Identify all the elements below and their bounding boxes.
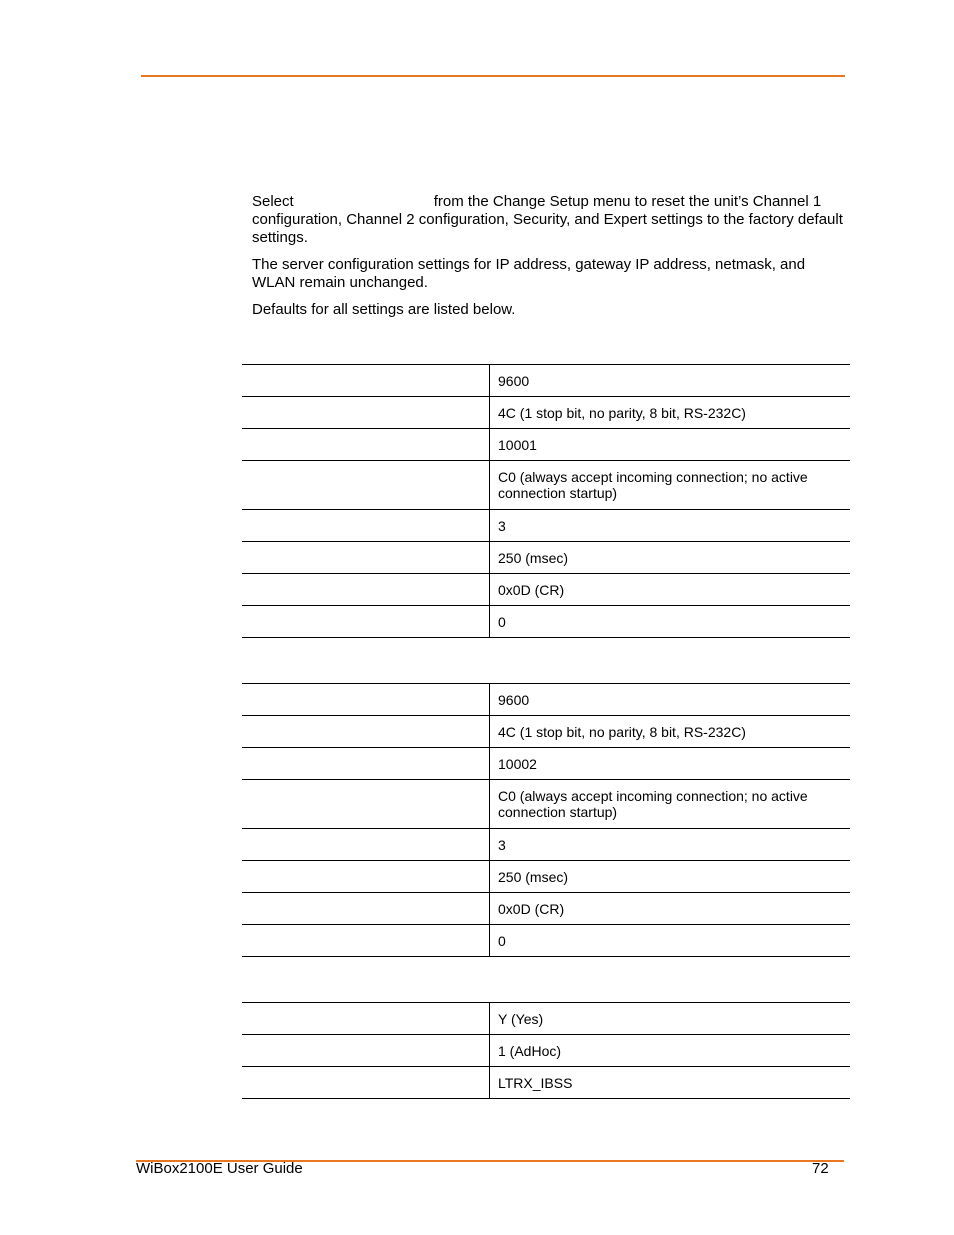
table-row (242, 574, 850, 606)
setting-value: C0 (always accept incoming connection; no active connection startup) (490, 780, 851, 829)
footer-title: WiBox2100E User Guide (136, 1160, 303, 1177)
table-row (242, 606, 850, 638)
table-row (242, 829, 850, 861)
table-row (242, 893, 850, 925)
setting-value: LTRX_IBSS (490, 1067, 851, 1099)
table-row (242, 542, 850, 574)
table-row (242, 684, 850, 716)
intro-rest: from the Change Setup menu to reset the unit’s Channel 1 configuration, Channel 2 configuration, Security, and Expert settings to the factory default settings. (252, 193, 843, 246)
page-number: 72 (812, 1160, 829, 1177)
channel2-defaults-table (242, 683, 850, 957)
setting-value: Y (Yes) (490, 1003, 851, 1035)
setting-value: 0 (490, 925, 851, 957)
setting-value: 1 (AdHoc) (490, 1035, 851, 1067)
intro-paragraph (252, 193, 848, 247)
unchanged-paragraph: The server configuration settings for IP address, gateway IP address, netmask, and WLAN remain unchanged. (252, 256, 806, 291)
table-row (242, 365, 850, 397)
defaults-paragraph: Defaults for all settings are listed below. (252, 301, 516, 318)
table-row (242, 461, 850, 510)
setting-value: 0x0D (CR) (490, 574, 851, 606)
channel1-defaults-table (242, 364, 850, 638)
table-row (242, 1003, 850, 1035)
table-row (242, 780, 850, 829)
setting-value: 4C (1 stop bit, no parity, 8 bit, RS-232C) (490, 716, 851, 748)
setting-value: C0 (always accept incoming connection; no active connection startup) (490, 461, 851, 510)
setting-value: 0x0D (CR) (490, 893, 851, 925)
setting-value: 3 (490, 510, 851, 542)
table-row (242, 1067, 850, 1099)
setting-value: 3 (490, 829, 851, 861)
select-word: Select (252, 193, 294, 210)
setting-value: 0 (490, 606, 851, 638)
setting-value: 9600 (490, 365, 851, 397)
setting-value: 4C (1 stop bit, no parity, 8 bit, RS-232C) (490, 397, 851, 429)
table-row (242, 748, 850, 780)
setting-value: 10001 (490, 429, 851, 461)
setting-value: 10002 (490, 748, 851, 780)
table-row (242, 1035, 850, 1067)
wlan-defaults-table (242, 1002, 850, 1099)
setting-value: 9600 (490, 684, 851, 716)
header-rule (141, 75, 845, 77)
table-row (242, 861, 850, 893)
table-row (242, 397, 850, 429)
setting-value: 250 (msec) (490, 861, 851, 893)
setting-value: 250 (msec) (490, 542, 851, 574)
table-row (242, 925, 850, 957)
table-row (242, 429, 850, 461)
table-row (242, 510, 850, 542)
table-row (242, 716, 850, 748)
